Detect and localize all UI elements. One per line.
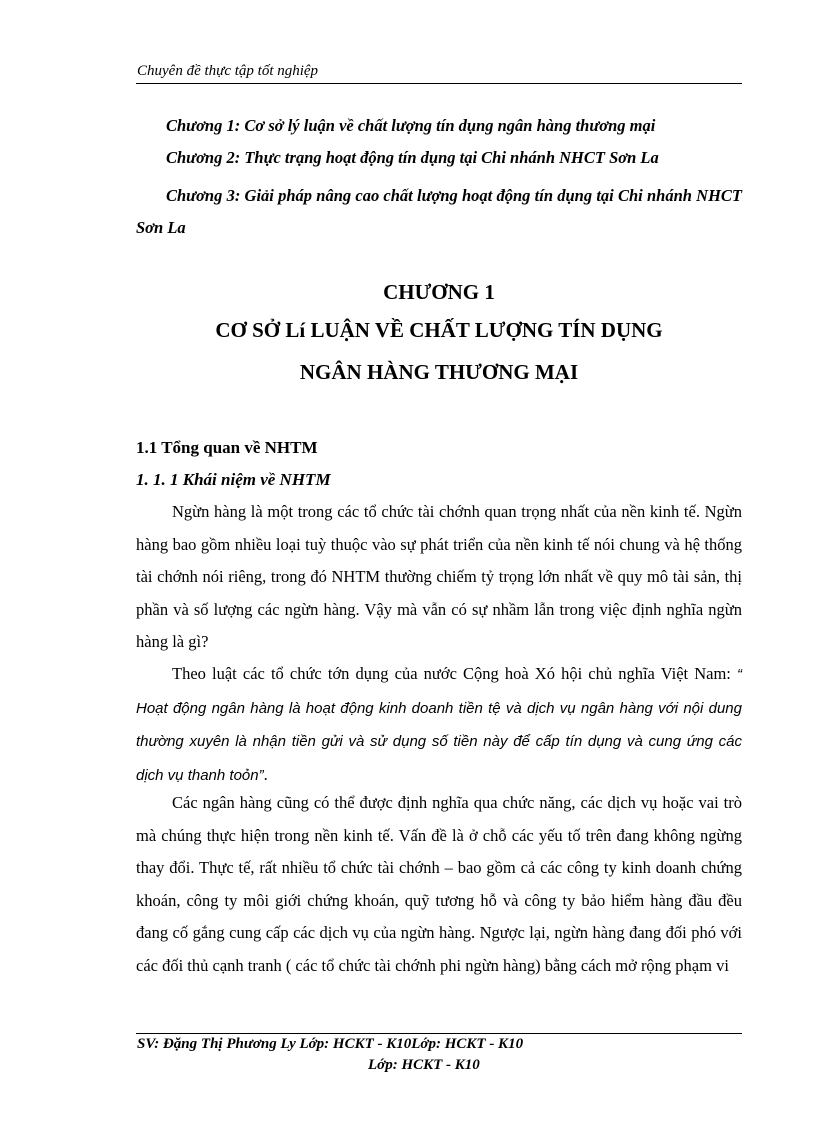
chapter-title-line-2: NGÂN HÀNG THƯƠNG MẠI xyxy=(299,360,579,384)
section-heading-1-1: 1.1 Tổng quan về NHTM xyxy=(136,438,318,457)
paragraph-2 xyxy=(136,658,742,792)
chapter-number: CHƯƠNG 1 xyxy=(383,280,495,304)
section-heading-1-1-1: 1. 1. 1 Khái niệm về NHTM xyxy=(136,470,331,489)
paragraph-2-quote: “ Hoạt động ngân hàng là hoạt động kinh doanh tiền tệ và dịch vụ ngân hàng với nội dung thường xuyên là nhận tiền gửi và sử dụng số tiền này để cấp tín dụng và cung ứng các dịch vụ thanh toỏn” xyxy=(136,666,742,784)
chapter-title-line-1: CƠ SỞ Lí LUẬN VỀ CHẤT LƯỢNG TÍN DỤNG xyxy=(215,318,663,342)
page-header: Chuyên đề thực tập tốt nghiệp xyxy=(137,63,319,79)
paragraph-1: Ngừn hàng là một trong các tổ chức tài chớnh quan trọng nhất của nền kinh tế. Ngừn hàng bao gồm nhiều loại tuỳ thuộc vào sự phát triển của nền kinh tế nói chung và hệ thống tài chớnh nói riêng, trong đó NHTM thường chiếm tỷ trọng lớn nhất về quy mô tài sản, thị phần và số lượng các ngừn hàng. Vậy mà vẫn có sự nhầm lẫn trong việc định nghĩa ngừn hàng là gì? xyxy=(136,502,742,652)
footer-student-line: SV: Đặng Thị Phương Ly Lớp: HCKT - K10Lớp: HCKT - K10 xyxy=(137,1036,524,1052)
footer-rule xyxy=(136,1033,742,1034)
toc-chapter-3: Chương 3: Giải pháp nâng cao chất lượng hoạt động tín dụng tại Chi nhánh NHCT Sơn La xyxy=(136,186,742,237)
paragraph-2-intro: Theo luật các tổ chức tớn dụng của nước Cộng hoà Xó hội chủ nghĩa Việt Nam: xyxy=(172,664,737,683)
footer-class-line: Lớp: HCKT - K10 xyxy=(368,1057,480,1073)
toc-chapter-2: Chương 2: Thực trạng hoạt động tín dụng tại Chi nhánh NHCT Sơn La xyxy=(166,148,659,167)
paragraph-2-end: . xyxy=(263,764,268,784)
header-rule xyxy=(136,83,742,84)
paragraph-3: Các ngân hàng cũng có thể được định nghĩa qua chức năng, các dịch vụ hoặc vai trò mà chúng thực hiện trong nền kinh tế. Vấn đề là ở chỗ các yếu tố trên đang không ngừng thay đổi. Thực tế, rất nhiều tổ chức tài chớnh – bao gồm cả các công ty kinh doanh chứng khoán, công ty môi giới chứng khoán, quỹ tương hỗ và công ty bảo hiểm hàng đầu đều đang cố gắng cung cấp các dịch vụ của ngừn hàng. Ngược lại, ngừn hàng đang đối phó với các đối thủ cạnh tranh ( các tổ chức tài chớnh phi ngừn hàng) bằng cách mở rộng phạm vi xyxy=(136,793,742,975)
toc-chapter-1: Chương 1: Cơ sở lý luận về chất lượng tín dụng ngân hàng thương mại xyxy=(166,116,656,135)
